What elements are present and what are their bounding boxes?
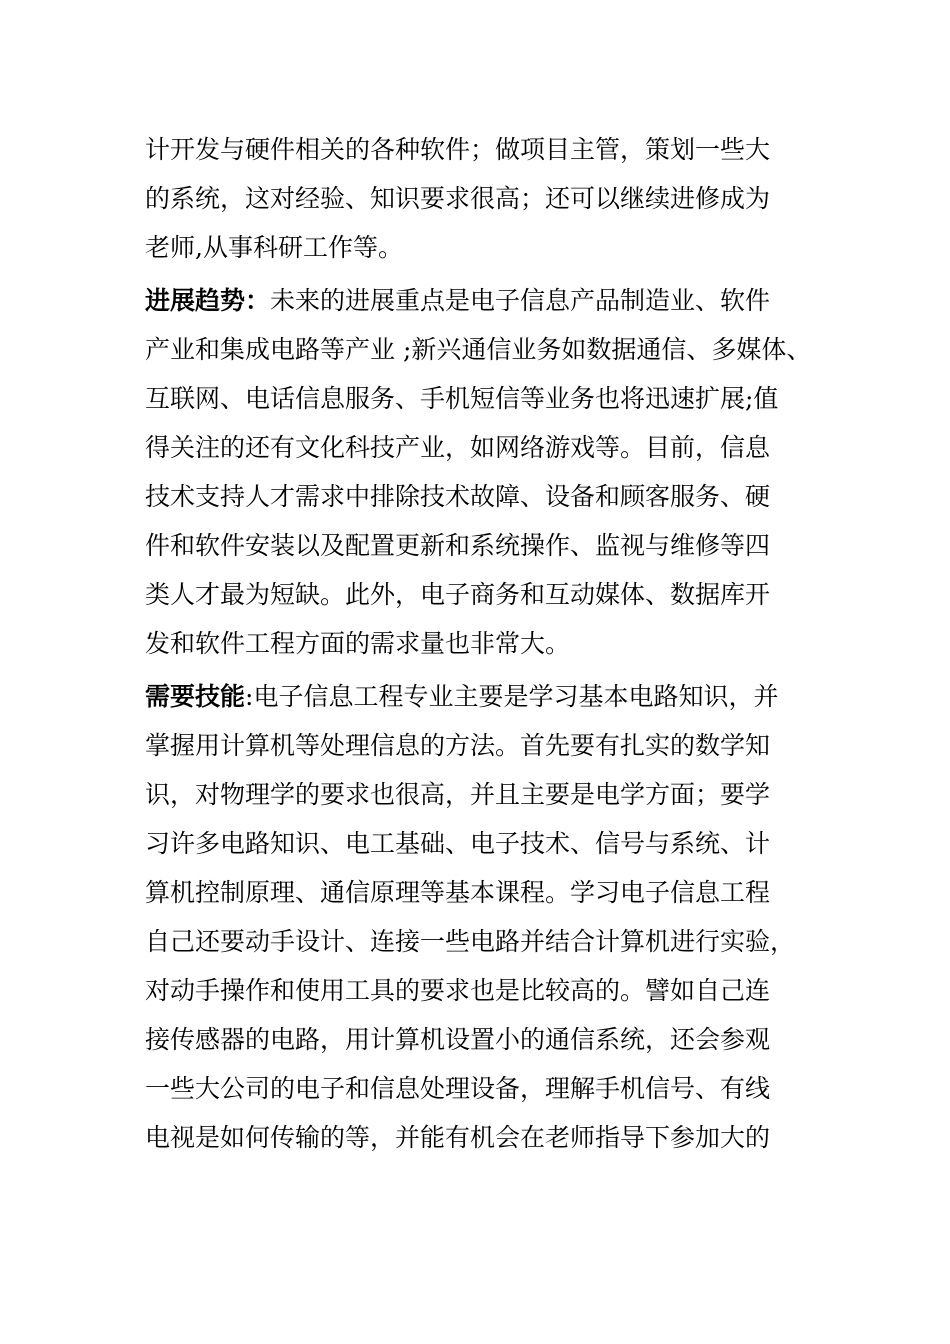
text-line: 互联网、电话信息服务、手机短信等业务也将迅速扩展;值: [145, 384, 779, 413]
text-line: 算机控制原理、通信原理等基本课程。学习电子信息工程: [145, 878, 771, 907]
text-line: 老师,从事科研工作等。: [145, 233, 403, 262]
text-line: 对动手操作和使用工具的要求也是比较高的。譬如自己连: [145, 976, 771, 1005]
paragraph-first-line: [145, 281, 815, 321]
text-line: 发和软件工程方面的需求量也非常大。: [145, 629, 571, 658]
text-line: 未来的进展重点是电子信息产品制造业、软件: [270, 286, 771, 315]
text-line: 自己还要动手设计、连接一些电路并结合计算机进行实验，: [145, 927, 796, 956]
section-heading-trend: 进展趋势：: [145, 286, 271, 315]
text-line: 识，对物理学的要求也很高，并且主要是电学方面；要学: [145, 780, 771, 809]
text-line: 掌握用计算机等处理信息的方法。首先要有扎实的数学知: [145, 731, 771, 760]
text-line: 类人才最为短缺。此外，电子商务和互动媒体、数据库开: [145, 580, 771, 609]
section-heading-skills: 需要技能: [145, 682, 246, 711]
text-line: 技术支持人才需求中排除技术故障、设备和顾客服务、硬: [145, 482, 771, 511]
text-line: 得关注的还有文化科技产业，如网络游戏等。目前，信息: [145, 433, 771, 462]
text-line: 的系统，这对经验、知识要求很高；还可以继续进修成为: [145, 184, 771, 213]
text-line: 一些大公司的电子和信息处理设备，理解手机信号、有线: [145, 1074, 771, 1103]
text-line: 产业和集成电路等产业 ;新兴通信业务如数据通信、多媒体、: [145, 335, 812, 364]
text-line: :电子信息工程专业主要是学习基本电路知识，并: [245, 682, 779, 711]
text-line: 习许多电路知识、电工基础、电子技术、信号与系统、计: [145, 829, 771, 858]
text-line: 件和软件安装以及配置更新和系统操作、监视与维修等四: [145, 531, 771, 560]
text-line: 接传感器的电路，用计算机设置小的通信系统，还会参观: [145, 1025, 771, 1054]
paragraph-first-line: [145, 677, 815, 717]
text-line: 电视是如何传输的等，并能有机会在老师指导下参加大的: [145, 1123, 771, 1152]
text-line: 计开发与硬件相关的各种软件；做项目主管，策划一些大: [145, 135, 771, 164]
